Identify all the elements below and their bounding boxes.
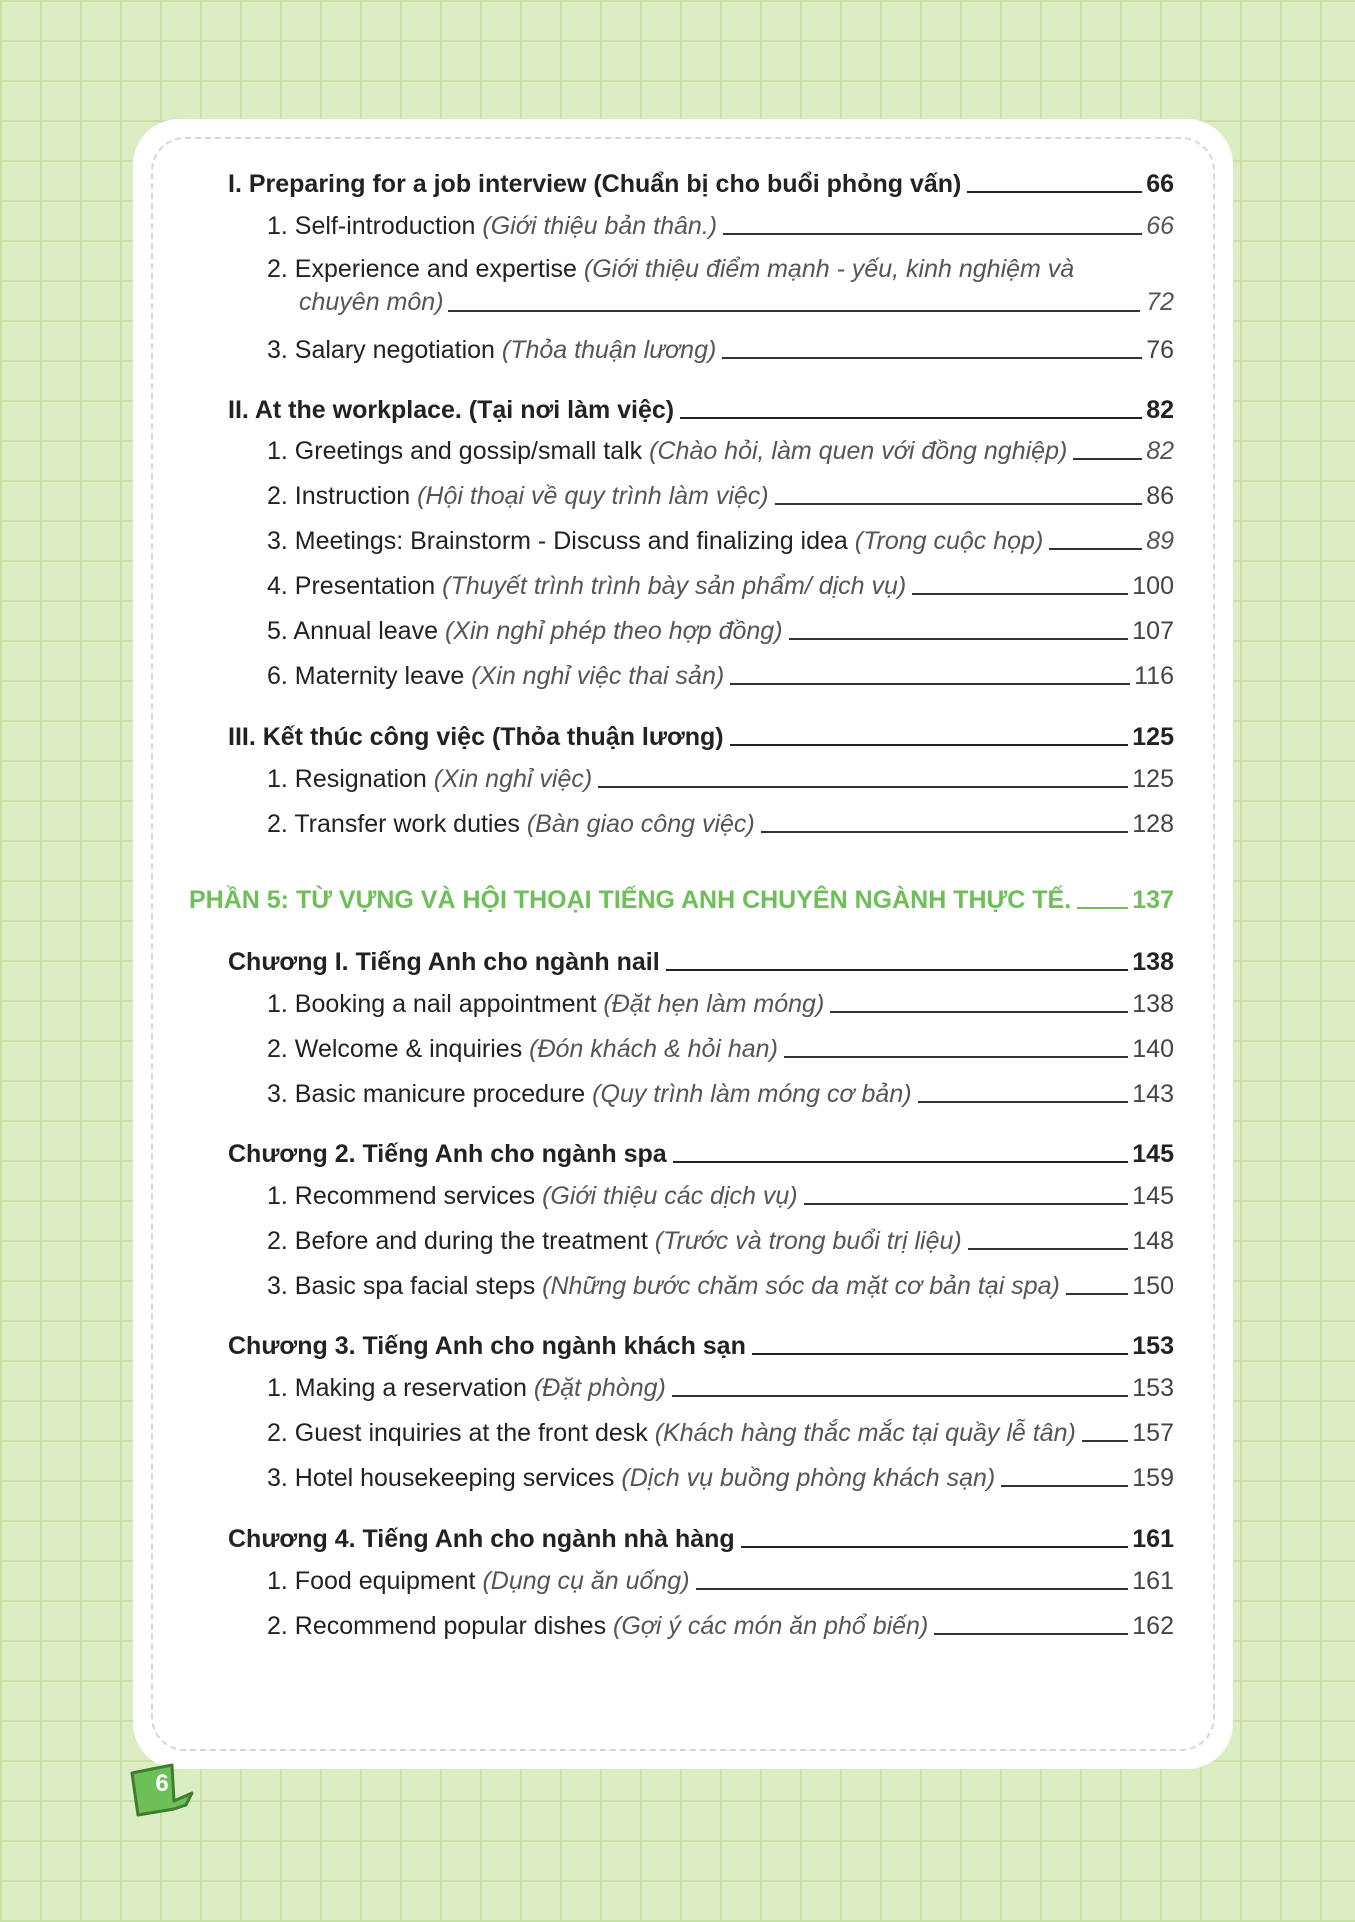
toc-entry[interactable] <box>267 615 1174 647</box>
leader-line <box>673 1161 1129 1163</box>
entry-subtitle: (Dụng cụ ăn uống) <box>482 1567 690 1595</box>
leader-line <box>448 310 1141 312</box>
entry-title: 6. Maternity leave <box>267 662 465 690</box>
leader-line <box>830 1011 1128 1013</box>
leader-line <box>696 1588 1129 1590</box>
toc-entry[interactable] <box>267 1180 1174 1212</box>
entry-subtitle: (Gợi ý các món ăn phổ biến) <box>613 1612 929 1640</box>
leader-line <box>775 503 1143 505</box>
entry-subtitle: (Chào hỏi, làm quen với đồng nghiệp) <box>649 437 1068 465</box>
page-ref: 100 <box>1132 572 1174 600</box>
page-ref: 150 <box>1132 1272 1174 1300</box>
page-ref: 143 <box>1132 1080 1174 1108</box>
entry-title: 2. Transfer work duties <box>267 810 520 838</box>
toc-entry[interactable] <box>267 1270 1174 1302</box>
toc-entry[interactable] <box>267 660 1174 692</box>
entry-title: Chương I. Tiếng Anh cho ngành nail <box>228 948 660 976</box>
entry-subtitle: (Hội thoại về quy trình làm việc) <box>417 482 769 510</box>
page-number: 6 <box>155 1770 169 1797</box>
leader-line <box>1066 1293 1128 1295</box>
toc-entry[interactable] <box>267 808 1174 840</box>
leader-line <box>730 683 1130 685</box>
leader-line <box>912 593 1128 595</box>
entry-subtitle: (Thuyết trình trình bày sản phẩm/ dịch vụ) <box>442 572 907 600</box>
entry-subtitle: (Dịch vụ buồng phòng khách sạn) <box>621 1464 996 1492</box>
page-ref: 137 <box>1132 886 1174 914</box>
page-ref: 82 <box>1146 396 1174 424</box>
entry-title: Chương 2. Tiếng Anh cho ngành spa <box>228 1140 667 1168</box>
entry-subtitle: (Giới thiệu bản thân.) <box>482 212 718 240</box>
entry-title: 1. Resignation <box>267 765 427 793</box>
toc-entry[interactable] <box>267 1078 1174 1110</box>
entry-title: I. Preparing for a job interview (Chuẩn bị cho buổi phỏng vấn) <box>228 170 962 198</box>
toc-entry-section[interactable] <box>228 721 1174 753</box>
page-ref: 157 <box>1132 1419 1174 1447</box>
entry-subtitle: (Xin nghỉ phép theo hợp đồng) <box>444 617 783 645</box>
entry-subtitle-cont: chuyên môn) <box>299 288 444 316</box>
page-ref: 89 <box>1146 527 1174 555</box>
entry-title: 2. Experience and expertise <box>267 255 577 283</box>
entry-title: 3. Meetings: Brainstorm - Discuss and finalizing idea <box>267 527 848 555</box>
page-ref: 76 <box>1146 336 1174 364</box>
toc-entry-chapter[interactable] <box>228 1138 1174 1170</box>
entry-subtitle: (Trước và trong buổi trị liệu) <box>654 1227 962 1255</box>
toc-entry[interactable] <box>267 435 1174 467</box>
toc-entry[interactable] <box>267 763 1174 795</box>
page-ref: 161 <box>1132 1567 1174 1595</box>
toc-entry[interactable] <box>267 1225 1174 1257</box>
leader-line <box>680 417 1142 419</box>
toc-entry-part[interactable] <box>189 884 1174 916</box>
leader-line <box>804 1203 1129 1205</box>
leader-line <box>672 1395 1128 1397</box>
entry-subtitle: (Xin nghỉ việc thai sản) <box>471 662 725 690</box>
leader-line <box>722 357 1142 359</box>
page-ref: 125 <box>1132 723 1174 751</box>
entry-subtitle: (Giới thiệu điểm mạnh - yếu, kinh nghiệm và <box>583 255 1075 283</box>
entry-subtitle: (Quy trình làm móng cơ bản) <box>592 1080 912 1108</box>
toc-entry[interactable] <box>267 253 1174 319</box>
entry-subtitle: (Đặt phòng) <box>533 1374 666 1402</box>
entry-subtitle: (Bàn giao công việc) <box>526 810 755 838</box>
page-ref: 140 <box>1132 1035 1174 1063</box>
page-ref: 125 <box>1132 765 1174 793</box>
leader-line <box>918 1101 1129 1103</box>
leader-line <box>1073 458 1142 460</box>
entry-subtitle: (Xin nghỉ việc) <box>433 765 593 793</box>
toc-entry[interactable] <box>267 1565 1174 1597</box>
leader-line <box>730 744 1129 746</box>
leader-line <box>1049 548 1142 550</box>
leader-line <box>598 786 1128 788</box>
toc-entry[interactable] <box>267 988 1174 1020</box>
leader-line <box>761 831 1129 833</box>
entry-title: 4. Presentation <box>267 572 436 600</box>
page-ref: 138 <box>1132 948 1174 976</box>
page-ref: 116 <box>1134 662 1174 690</box>
leader-line <box>1077 907 1128 909</box>
toc-entry-section[interactable] <box>228 168 1174 200</box>
leader-line <box>784 1056 1128 1058</box>
toc-entry-chapter[interactable] <box>228 1330 1174 1362</box>
entry-title: Chương 3. Tiếng Anh cho ngành khách sạn <box>228 1332 746 1360</box>
page-ref: 153 <box>1132 1332 1174 1360</box>
page-ref: 66 <box>1146 212 1174 240</box>
entry-title: 1. Booking a nail appointment <box>267 990 597 1018</box>
entry-title: 2. Recommend popular dishes <box>267 1612 607 1640</box>
entry-title: 3. Salary negotiation <box>267 336 495 364</box>
toc-entry-chapter[interactable] <box>228 1523 1174 1555</box>
leader-line <box>968 1248 1129 1250</box>
entry-title: 2. Guest inquiries at the front desk <box>267 1419 648 1447</box>
toc-entry[interactable] <box>267 570 1174 602</box>
toc-entry[interactable] <box>267 480 1174 512</box>
toc-entry-chapter[interactable] <box>228 946 1174 978</box>
page-ref: 153 <box>1132 1374 1174 1402</box>
entry-title: 3. Basic manicure procedure <box>267 1080 586 1108</box>
toc-entry[interactable] <box>267 1610 1174 1642</box>
entry-title: 1. Food equipment <box>267 1567 476 1595</box>
toc-entry-section[interactable] <box>228 394 1174 426</box>
leader-line <box>1001 1485 1128 1487</box>
entry-title: 1. Self-introduction <box>267 212 476 240</box>
page-ref: 82 <box>1146 437 1174 465</box>
leader-line <box>666 969 1129 971</box>
page-ref: 128 <box>1132 810 1174 838</box>
leader-line <box>741 1546 1129 1548</box>
toc-entry[interactable] <box>267 1372 1174 1404</box>
leader-line <box>723 233 1142 235</box>
toc-entry[interactable] <box>267 1417 1174 1449</box>
entry-title: III. Kết thúc công việc (Thỏa thuận lương) <box>228 723 724 751</box>
page-ref: 72 <box>1146 288 1174 316</box>
entry-subtitle: (Đặt hẹn làm móng) <box>603 990 825 1018</box>
entry-subtitle: (Khách hàng thắc mắc tại quầy lễ tân) <box>654 1419 1076 1447</box>
toc-entry[interactable] <box>267 525 1174 557</box>
entry-title: PHẦN 5: TỪ VỰNG VÀ HỘI THOẠI TIẾNG ANH CHUYÊN NGÀNH THỰC TẾ. <box>189 886 1072 914</box>
entry-title: 2. Before and during the treatment <box>267 1227 648 1255</box>
entry-title: 1. Making a reservation <box>267 1374 527 1402</box>
entry-title: 3. Basic spa facial steps <box>267 1272 536 1300</box>
leader-line <box>1082 1440 1128 1442</box>
leader-line <box>934 1633 1128 1635</box>
toc-entry[interactable] <box>267 210 1174 242</box>
leader-line <box>967 191 1142 193</box>
entry-title: 1. Greetings and gossip/small talk <box>267 437 643 465</box>
page-ref: 145 <box>1132 1140 1174 1168</box>
page-ref: 138 <box>1132 990 1174 1018</box>
entry-title: 2. Welcome & inquiries <box>267 1035 523 1063</box>
entry-title: 2. Instruction <box>267 482 411 510</box>
page-ref: 159 <box>1132 1464 1174 1492</box>
page-ref: 145 <box>1132 1182 1174 1210</box>
page-ref: 66 <box>1146 170 1174 198</box>
entry-title: 3. Hotel housekeeping services <box>267 1464 615 1492</box>
entry-subtitle: (Thỏa thuận lương) <box>501 336 717 364</box>
entry-subtitle: (Trong cuộc họp) <box>854 527 1044 555</box>
page-ref: 148 <box>1132 1227 1174 1255</box>
page-ref: 161 <box>1132 1525 1174 1553</box>
entry-title: Chương 4. Tiếng Anh cho ngành nhà hàng <box>228 1525 735 1553</box>
page-ref: 107 <box>1132 617 1174 645</box>
entry-title: 1. Recommend services <box>267 1182 536 1210</box>
entry-subtitle: (Giới thiệu các dịch vụ) <box>542 1182 798 1210</box>
page-ref: 86 <box>1146 482 1174 510</box>
leader-line <box>789 638 1129 640</box>
entry-title: II. At the workplace. (Tại nơi làm việc) <box>228 396 675 424</box>
toc-entry[interactable] <box>267 1462 1174 1494</box>
leader-line <box>752 1353 1128 1355</box>
toc-entry[interactable] <box>267 1033 1174 1065</box>
page-ref: 162 <box>1132 1612 1174 1640</box>
entry-subtitle: (Đón khách & hỏi han) <box>529 1035 778 1063</box>
entry-subtitle: (Những bước chăm sóc da mặt cơ bản tại spa) <box>542 1272 1060 1300</box>
entry-title: 5. Annual leave <box>267 617 438 645</box>
toc-entry[interactable] <box>267 334 1174 366</box>
